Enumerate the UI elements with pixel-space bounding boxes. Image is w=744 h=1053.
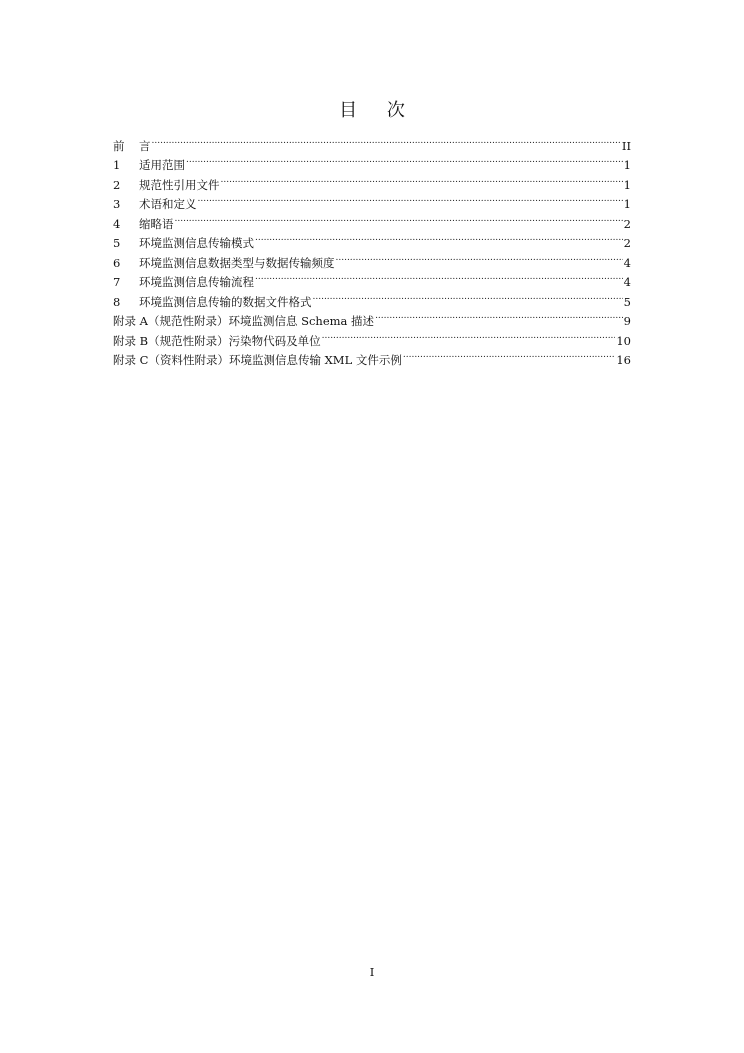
toc-entry-4[interactable]	[113, 208, 631, 231]
page-title: 目 次	[339, 100, 417, 121]
toc-entry-title: 环境监测信息传输模式	[139, 236, 254, 250]
toc-entry-number: 3	[113, 197, 121, 211]
toc-leader-dots	[313, 286, 623, 306]
toc-entry-page: 5	[623, 294, 631, 309]
toc-leader-dots	[221, 169, 623, 189]
toc-entry-page: 4	[623, 275, 631, 289]
toc-entry-title: 规范性引用文件	[139, 177, 220, 192]
toc-leader-dots	[186, 150, 623, 170]
toc-entry-page: II	[621, 138, 631, 153]
toc-leader-dots	[322, 325, 616, 345]
toc-entry-number: 5	[113, 236, 121, 250]
toc-entry-number: 7	[113, 275, 121, 289]
toc-entry-page: 1	[623, 177, 631, 192]
toc-leader-dots	[403, 345, 615, 365]
toc-entry-title: 附录 B（规范性附录）污染物代码及单位	[113, 333, 321, 348]
toc-entry-title: 环境监测信息数据类型与数据传输频度	[139, 255, 335, 270]
toc-entry-title: 附录 C（资料性附录）环境监测信息传输 XML 文件示例	[113, 353, 402, 367]
toc-leader-dots	[198, 189, 623, 209]
toc-entry-number: 4	[113, 216, 121, 231]
toc-entry-title: 缩略语	[139, 216, 174, 231]
toc-entry-title: 适用范围	[139, 158, 185, 172]
toc-entry-title: 环境监测信息传输流程	[139, 275, 254, 289]
toc-leader-dots	[152, 130, 621, 150]
toc-entry-title: 环境监测信息传输的数据文件格式	[139, 294, 312, 309]
toc-entry-number: 2	[113, 177, 121, 192]
toc-entry-page: 2	[623, 236, 631, 250]
toc-leader-dots	[336, 247, 623, 267]
toc-leader-dots	[175, 208, 623, 228]
toc-entry-page: 1	[623, 158, 631, 172]
page-number: I	[369, 965, 375, 979]
toc-entry-number: 8	[113, 294, 121, 309]
toc-entry-title: 言	[139, 138, 151, 153]
toc-entry-title: 术语和定义	[139, 197, 197, 211]
toc-entry-title: 附录 A（规范性附录）环境监测信息 Schema 描述	[113, 314, 375, 328]
toc-entry-2[interactable]	[113, 169, 631, 192]
toc-entry-page: 10	[616, 333, 631, 348]
toc-leader-dots	[255, 267, 623, 287]
toc-entry-1[interactable]	[113, 150, 631, 170]
toc-entry-preface[interactable]	[113, 130, 631, 153]
table-of-contents	[113, 130, 631, 367]
toc-leader-dots	[255, 228, 623, 248]
toc-entry-number: 前	[113, 138, 139, 153]
toc-entry-number: 6	[113, 255, 121, 270]
toc-leader-dots	[375, 306, 623, 326]
toc-entry-page: 4	[623, 255, 631, 270]
toc-entry-page: 16	[616, 353, 631, 367]
toc-entry-number: 1	[113, 158, 121, 172]
toc-entry-5[interactable]	[113, 228, 631, 248]
toc-entry-page: 2	[623, 216, 631, 231]
toc-entry-page: 9	[623, 314, 631, 328]
toc-entry-page: 1	[623, 197, 631, 211]
